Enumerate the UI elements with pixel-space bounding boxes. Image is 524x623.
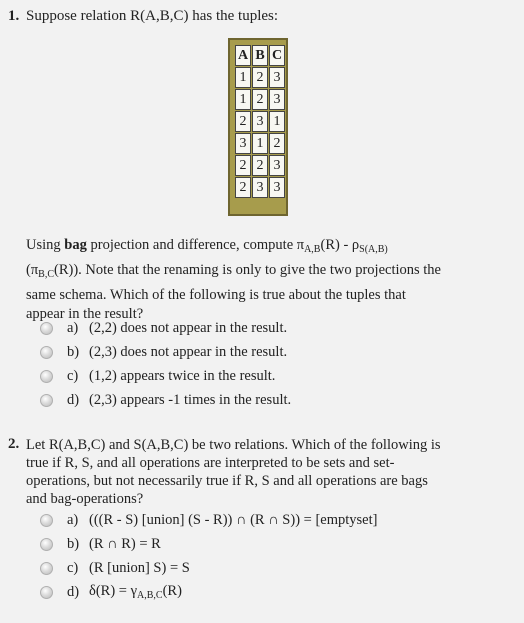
relation-table xyxy=(228,38,288,216)
table-cell: 1 xyxy=(235,89,251,110)
table-header: A xyxy=(235,45,251,66)
table-cell: 2 xyxy=(252,155,268,176)
table-cell: 3 xyxy=(269,67,285,88)
option-d[interactable]: d) (2,3) appears -1 times in the result. xyxy=(40,390,291,410)
question-text xyxy=(26,436,506,508)
table-header: C xyxy=(269,45,285,66)
table-row xyxy=(235,155,285,176)
question-number: 2. xyxy=(8,436,20,452)
radio-icon[interactable] xyxy=(40,514,53,527)
option-a[interactable]: a) (2,2) does not appear in the result. xyxy=(40,318,287,338)
text-line: Using bag projection and difference, compute $\pi_{A,B}(R) - \rho_{S(A,B)}$ xyxy=(26,237,388,255)
table-cell: 1 xyxy=(252,133,268,154)
table-cell: 2 xyxy=(269,133,285,154)
text-line: true if R, S, and all operations are interpreted to be sets and set- xyxy=(26,455,395,471)
table-cell: 3 xyxy=(269,155,285,176)
radio-icon[interactable] xyxy=(40,370,53,383)
question-title: Suppose relation R(A,B,C) has the tuples: xyxy=(26,8,279,24)
text-line: $(\pi_{B,C}(R))$. Note that the renaming is only to give the two projections the xyxy=(26,262,441,280)
text-line: same schema. Which of the following is true about the tuples that xyxy=(26,287,406,303)
table-header: B xyxy=(252,45,268,66)
radio-icon[interactable] xyxy=(40,586,53,599)
table-cell: 3 xyxy=(269,177,285,198)
question-number: 1. xyxy=(8,8,20,24)
option-d[interactable]: d) $\delta(R) = \gamma_{A,B,C}(R)$ xyxy=(40,582,182,602)
radio-icon[interactable] xyxy=(40,394,53,407)
table-cell: 3 xyxy=(252,177,268,198)
table-row xyxy=(235,133,285,154)
radio-icon[interactable] xyxy=(40,346,53,359)
option-a[interactable]: a) (((R - S) [union] (S - R)) ∩ (R ∩ S)) = [emptyset] xyxy=(40,510,377,530)
option-b[interactable]: b) (2,3) does not appear in the result. xyxy=(40,342,287,362)
table-cell: 2 xyxy=(252,89,268,110)
table-cell: 1 xyxy=(235,67,251,88)
radio-icon[interactable] xyxy=(40,538,53,551)
table-cell: 2 xyxy=(252,67,268,88)
table-cell: 2 xyxy=(235,155,251,176)
table-cell: 1 xyxy=(269,111,285,132)
option-b[interactable]: b) (R ∩ R) = R xyxy=(40,534,161,554)
table-cell: 3 xyxy=(269,89,285,110)
text-line: Let R(A,B,C) and S(A,B,C) be two relations. Which of the following is xyxy=(26,437,441,453)
radio-icon[interactable] xyxy=(40,322,53,335)
table-row xyxy=(235,67,285,88)
table-row xyxy=(235,89,285,110)
text-line: and bag-operations? xyxy=(26,491,144,507)
option-c[interactable]: c) (R [union] S) = S xyxy=(40,558,190,578)
table-row xyxy=(235,177,285,198)
table-cell: 2 xyxy=(235,177,251,198)
question-text xyxy=(26,236,496,324)
table-row xyxy=(235,111,285,132)
question-2 xyxy=(0,420,524,623)
option-c[interactable]: c) (1,2) appears twice in the result. xyxy=(40,366,275,386)
text-line: operations, but not necessarily true if R, S and all operations are bags xyxy=(26,473,428,489)
table-cell: 3 xyxy=(235,133,251,154)
text-line: appear in the result? xyxy=(26,306,144,322)
table-cell: 3 xyxy=(252,111,268,132)
radio-icon[interactable] xyxy=(40,562,53,575)
table-cell: 2 xyxy=(235,111,251,132)
